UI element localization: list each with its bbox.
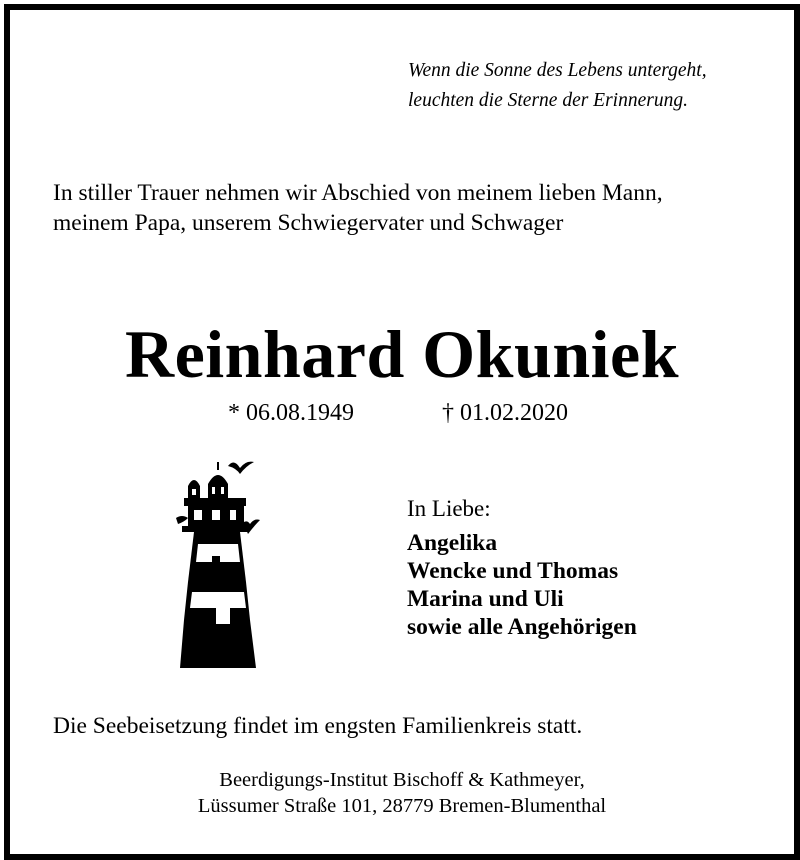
mourner-name: sowie alle Angehörigen — [407, 614, 637, 640]
deceased-name: Reinhard Okuniek — [124, 316, 680, 392]
lighthouse-icon — [168, 452, 268, 670]
mourner-name: Wencke und Thomas — [407, 558, 619, 584]
undertaker-info — [10, 767, 794, 819]
death-date: † 01.02.2020 — [442, 400, 568, 426]
mourner-name: Angelika — [407, 530, 498, 556]
undertaker-name: Beerdigungs-Institut Bischoff & Kathmeyer, — [219, 769, 585, 791]
motto-quote — [408, 56, 707, 116]
mourners-label: In Liebe: — [407, 496, 491, 521]
intro-line: meinem Papa, unserem Schwiegervater und Schwager — [53, 210, 564, 236]
burial-notice: Die Seebeisetzung findet im engsten Familienkreis statt. — [53, 713, 583, 739]
mourners-list — [407, 529, 637, 641]
motto-line: leuchten die Sterne der Erinnerung. — [408, 90, 688, 111]
intro-line: In stiller Trauer nehmen wir Abschied von meinem lieben Mann, — [53, 180, 663, 206]
motto-line: Wenn die Sonne des Lebens untergeht, — [408, 60, 707, 81]
seagull-icon — [228, 462, 254, 474]
intro-text — [53, 178, 663, 238]
birth-date: * 06.08.1949 — [228, 400, 354, 426]
mourner-name: Marina und Uli — [407, 586, 564, 612]
seagull-icon — [176, 516, 188, 524]
undertaker-address: Lüssumer Straße 101, 28779 Bremen-Blumenthal — [197, 795, 607, 817]
obituary-frame — [4, 4, 800, 860]
